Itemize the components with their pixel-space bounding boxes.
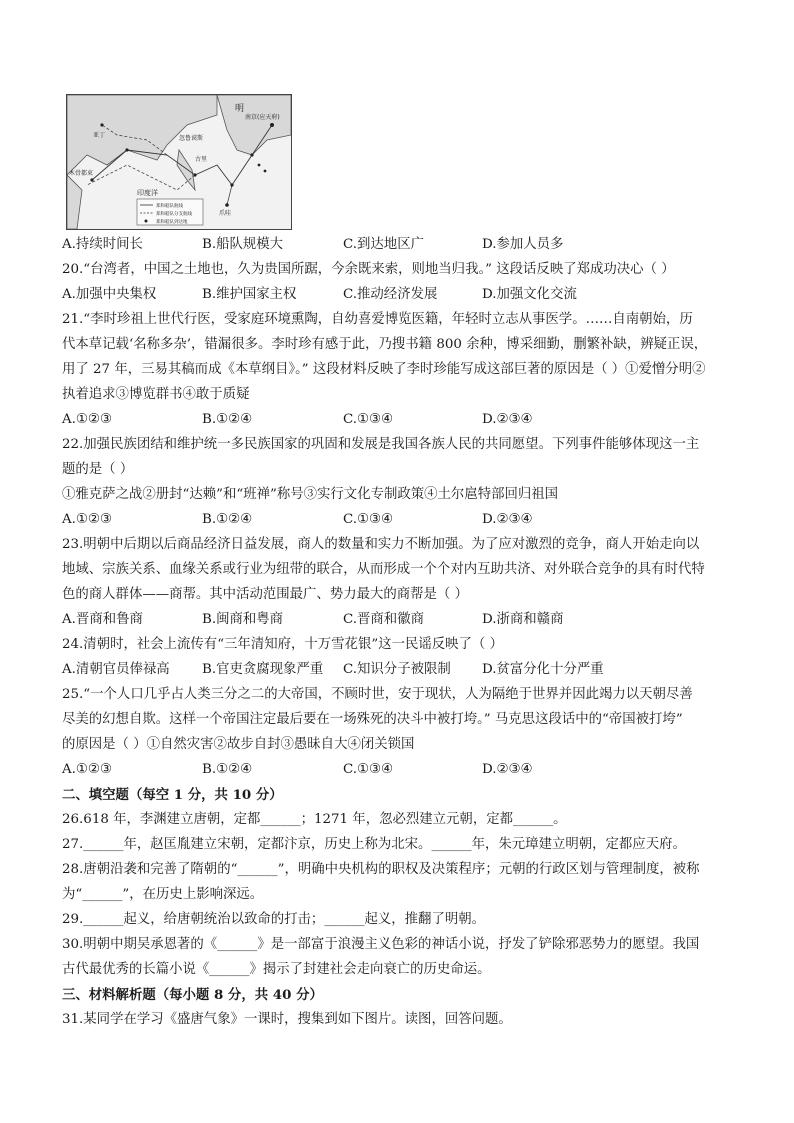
q30-line: 古代最优秀的长篇小说《______》揭示了封建社会走向衰亡的历史命运。 xyxy=(62,962,491,977)
map-label-calicut: 古里 xyxy=(195,156,208,163)
q22-option-d[interactable]: D.②③④ xyxy=(482,512,533,527)
q25-option-b[interactable]: B.①②④ xyxy=(202,762,253,777)
q25-line: 的原因是（ ）①自然灾害②故步自封③愚昧自大④闭关锁国 xyxy=(62,737,415,752)
q19-option-b[interactable]: B.船队规模大 xyxy=(202,237,284,252)
q22-line: 题的是（ ） xyxy=(62,462,134,477)
map-label-java: 爪哇 xyxy=(219,210,232,217)
q21-line: 代本草记载‘名称多杂’，错漏很多。李时珍有感于此，乃搜书籍 800 余种，博采细勤，删繁补缺，辨疑正误， xyxy=(62,337,708,352)
q23-line: 色的商人群体——商帮。其中活动范围最广、势力最大的商帮是（ ） xyxy=(62,587,468,602)
q24-option-a[interactable]: A.清朝官员俸禄高 xyxy=(62,662,170,677)
q21-line: 执着追求③博览群书④敢于质疑 xyxy=(62,387,250,402)
map-label-ming: 明 xyxy=(235,104,245,114)
q24-stem: 24.清朝时，社会上流传有“三年清知府，十万雪花银”这一民谣反映了（ ） xyxy=(62,637,503,652)
q21-option-d[interactable]: D.②③④ xyxy=(482,412,533,427)
q24-option-d[interactable]: D.贫富分化十分严重 xyxy=(482,662,604,677)
q21-line: 用了 27 年，三易其稿而成《本草纲目》。” 这段材料反映了李时珍能写成这部巨著的原因是（ ）①爱憎分明② xyxy=(62,362,706,377)
q31-stem: 31.某同学在学习《盛唐气象》一课时，搜集到如下图片。读图，回答问题。 xyxy=(62,1012,512,1027)
q20-stem: 20.“台湾者，中国之土地也，久为贵国所踞，今余既来索，则地当归我。” 这段话反映了郑成功决心（ ） xyxy=(62,262,675,277)
q28-line: 28.唐朝沿袭和完善了隋朝的“______”，明确中央机构的职权及决策程序；元朝的行政区划与管理制度，被称 xyxy=(62,862,700,877)
q20-option-a[interactable]: A.加强中央集权 xyxy=(62,287,157,302)
q22-option-a[interactable]: A.①②③ xyxy=(62,512,112,527)
q19-option-c[interactable]: C.到达地区广 xyxy=(343,237,424,252)
q25-line: 25.“一个人口几乎占人类三分之二的大帝国，不顾时世，安于现状，人为隔绝于世界并因此竭力以天朝尽善 xyxy=(62,687,693,702)
map-label-indian-ocean: 印度洋 xyxy=(137,189,158,197)
zheng-he-voyage-map xyxy=(66,94,292,230)
q23-option-a[interactable]: A.晋商和鲁商 xyxy=(62,612,143,627)
q23-option-d[interactable]: D.浙商和赣商 xyxy=(482,612,564,627)
map-svg xyxy=(67,95,291,229)
map-label-hormuz: 忽鲁谟斯 xyxy=(179,135,204,142)
q25-option-d[interactable]: D.②③④ xyxy=(482,762,533,777)
map-legend-item: 郑和船队航线 xyxy=(156,204,183,209)
q25-line: 尽美的幻想自欺。这样一个帝国注定最后要在一场殊死的决斗中被打垮。” 马克思这段话中的“帝国被打垮” xyxy=(62,712,683,727)
map-label-malindi: 木骨都束 xyxy=(69,170,94,177)
q24-option-c[interactable]: C.知识分子被限制 xyxy=(343,662,451,677)
q24-option-b[interactable]: B.官吏贪腐现象严重 xyxy=(202,662,324,677)
q21-option-c[interactable]: C.①③④ xyxy=(343,412,394,427)
map-label-aden: 亚丁 xyxy=(93,132,106,139)
q22-line: 22.加强民族团结和维护统一多民族国家的巩固和发展是我国各族人民的共同愿望。下列事件能够体现这一主 xyxy=(62,437,700,452)
q20-option-d[interactable]: D.加强文化交流 xyxy=(482,287,577,302)
q19-option-a[interactable]: A.持续时间长 xyxy=(62,237,143,252)
q23-line: 地域、宗族关系、血缘关系或行业为纽带的联合，从而形成一个个对内互助共济、对外联合竞争的具有时代特 xyxy=(62,562,705,577)
q20-option-b[interactable]: B.维护国家主权 xyxy=(202,287,297,302)
q23-option-b[interactable]: B.闽商和粤商 xyxy=(202,612,284,627)
q26-line: 26.618 年，李渊建立唐朝，定都______；1271 年，忽必烈建立元朝，定都______。 xyxy=(62,812,567,827)
q27-line: 27.______年，赵匡胤建立宋朝，定都汴京，历史上称为北宋。______年，朱元璋建立明朝，定都应天府。 xyxy=(62,837,686,852)
q21-option-b[interactable]: B.①②④ xyxy=(202,412,253,427)
q19-option-d[interactable]: D.参加人员多 xyxy=(482,237,564,252)
q30-line: 30.明朝中期吴承恩著的《______》是一部富于浪漫主义色彩的神话小说，抒发了铲除邪恶势力的愿望。我国 xyxy=(62,937,700,952)
q23-option-c[interactable]: C.晋商和徽商 xyxy=(343,612,424,627)
q23-line: 23.明朝中后期以后商品经济日益发展，商人的数量和实力不断加强。为了应对激烈的竞争，商人开始走向以 xyxy=(62,537,700,552)
q25-option-a[interactable]: A.①②③ xyxy=(62,762,112,777)
map-label-nanjing: 南京(应天府) xyxy=(245,114,280,121)
q28-line: 为“______”，在历史上影响深远。 xyxy=(62,887,264,902)
q22-option-c[interactable]: C.①③④ xyxy=(343,512,394,527)
q21-option-a[interactable]: A.①②③ xyxy=(62,412,112,427)
q22-option-b[interactable]: B.①②④ xyxy=(202,512,253,527)
map-legend-item: 郑和船队到达地 xyxy=(156,220,188,225)
q21-line: 21.“李时珍祖上世代行医，受家庭环境熏陶，自幼喜爱博览医籍，年轻时立志从事医学。……自南朝始，历 xyxy=(62,312,693,327)
q22-line: ①雅克萨之战②册封“达赖”和“班禅”称号③实行文化专制政策④土尔扈特部回归祖国 xyxy=(62,487,559,502)
q20-option-c[interactable]: C.推动经济发展 xyxy=(343,287,438,302)
map-legend-item: 郑和船队分支航线 xyxy=(156,212,192,217)
section-2-title: 二、填空题（每空 1 分，共 10 分） xyxy=(62,787,283,803)
q29-line: 29.______起义，给唐朝统治以致命的打击；______起义，推翻了明朝。 xyxy=(62,912,486,927)
q25-option-c[interactable]: C.①③④ xyxy=(343,762,394,777)
section-3-title: 三、材料解析题（每小题 8 分，共 40 分） xyxy=(62,987,323,1003)
